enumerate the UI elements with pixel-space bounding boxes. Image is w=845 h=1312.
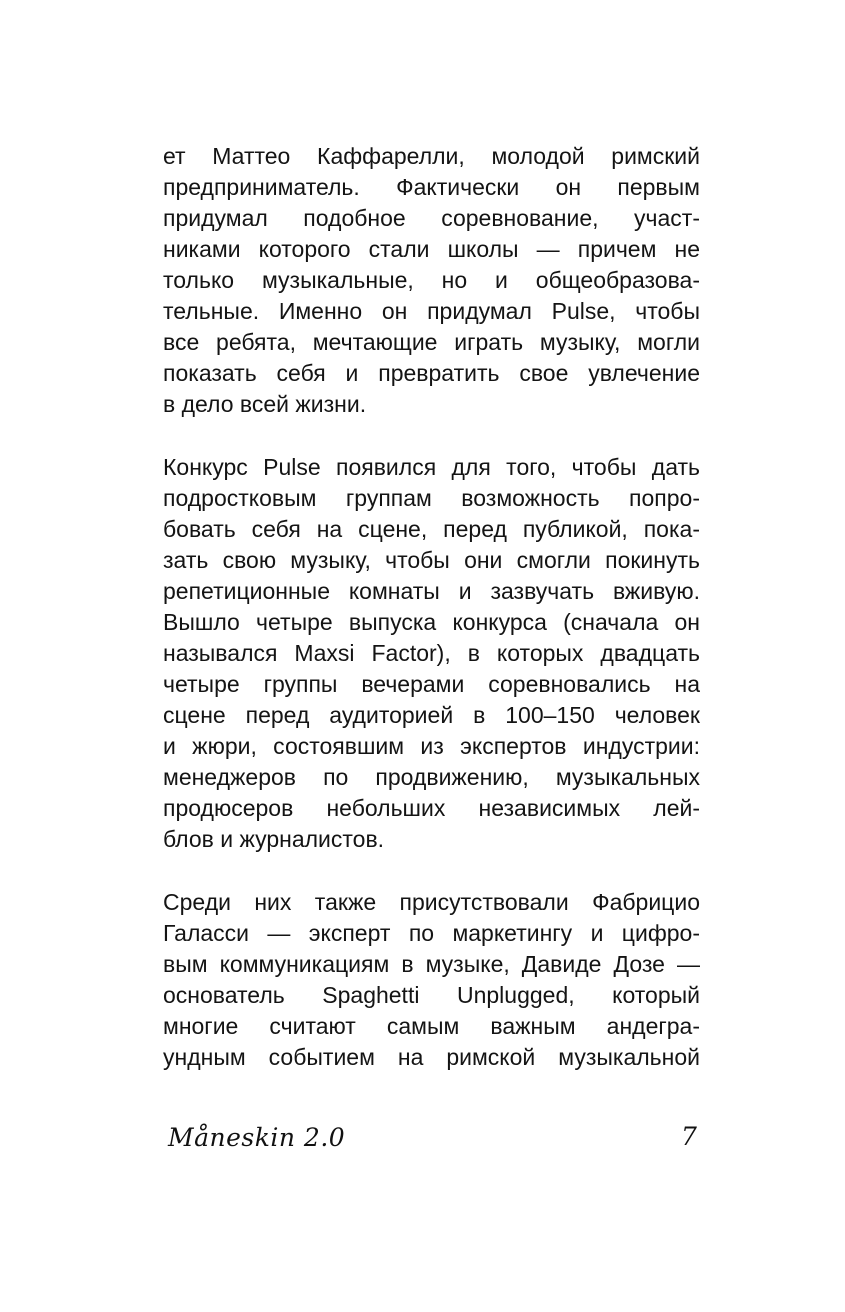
paragraph	[163, 887, 700, 1073]
text-line: только музыкальные, но и общеобразова-	[163, 267, 700, 293]
text-line: репетиционные комнаты и зазвучать вживую.	[163, 578, 700, 604]
text-line: зать свою музыку, чтобы они смогли покинуть	[163, 547, 700, 573]
text-line: назывался Maxsi Factor), в которых двадцать	[163, 640, 700, 666]
text-line: продюсеров небольших независимых лей-	[163, 795, 700, 821]
text-line: тельные. Именно он придумал Pulse, чтобы	[163, 298, 700, 324]
text-line: Конкурс Pulse появился для того, чтобы дать	[163, 454, 700, 480]
text-line: ундным событием на римской музыкальной	[163, 1044, 700, 1070]
page-number: 7	[681, 1122, 697, 1151]
text-line: Галасси — эксперт по маркетингу и цифро-	[163, 920, 700, 946]
text-line: ет Маттео Каффарелли, молодой римский	[163, 143, 700, 169]
paragraph	[163, 141, 700, 420]
text-line: блов и журналистов.	[163, 826, 385, 852]
text-line: многие считают самым важным андегра-	[163, 1013, 700, 1039]
text-line: подростковым группам возможность попро-	[163, 485, 700, 511]
text-line: никами которого стали школы — причем не	[163, 236, 700, 262]
text-line: бовать себя на сцене, перед публикой, пока-	[163, 516, 700, 542]
text-line: сцене перед аудиторией в 100–150 человек	[163, 702, 700, 728]
text-line: основатель Spaghetti Unplugged, который	[163, 982, 700, 1008]
text-line: придумал подобное соревнование, участ-	[163, 205, 700, 231]
text-line: и жюри, состоявшим из экспертов индустрии:	[163, 733, 700, 759]
book-title-logo: Måneskin 2.0	[168, 1123, 346, 1152]
text-line: четыре группы вечерами соревновались на	[163, 671, 700, 697]
page-body-text	[163, 141, 700, 1105]
text-line: менеджеров по продвижению, музыкальных	[163, 764, 700, 790]
text-line: в дело всей жизни.	[163, 391, 367, 417]
text-line: предприниматель. Фактически он первым	[163, 174, 700, 200]
text-line: Вышло четыре выпуска конкурса (сначала он	[163, 609, 700, 635]
text-line: Среди них также присутствовали Фабрицио	[163, 889, 700, 915]
paragraph	[163, 452, 700, 855]
text-line: вым коммуникациям в музыке, Давиде Дозе —	[163, 951, 700, 977]
text-line: все ребята, мечтающие играть музыку, могли	[163, 329, 700, 355]
text-line: показать себя и превратить свое увлечение	[163, 360, 700, 386]
